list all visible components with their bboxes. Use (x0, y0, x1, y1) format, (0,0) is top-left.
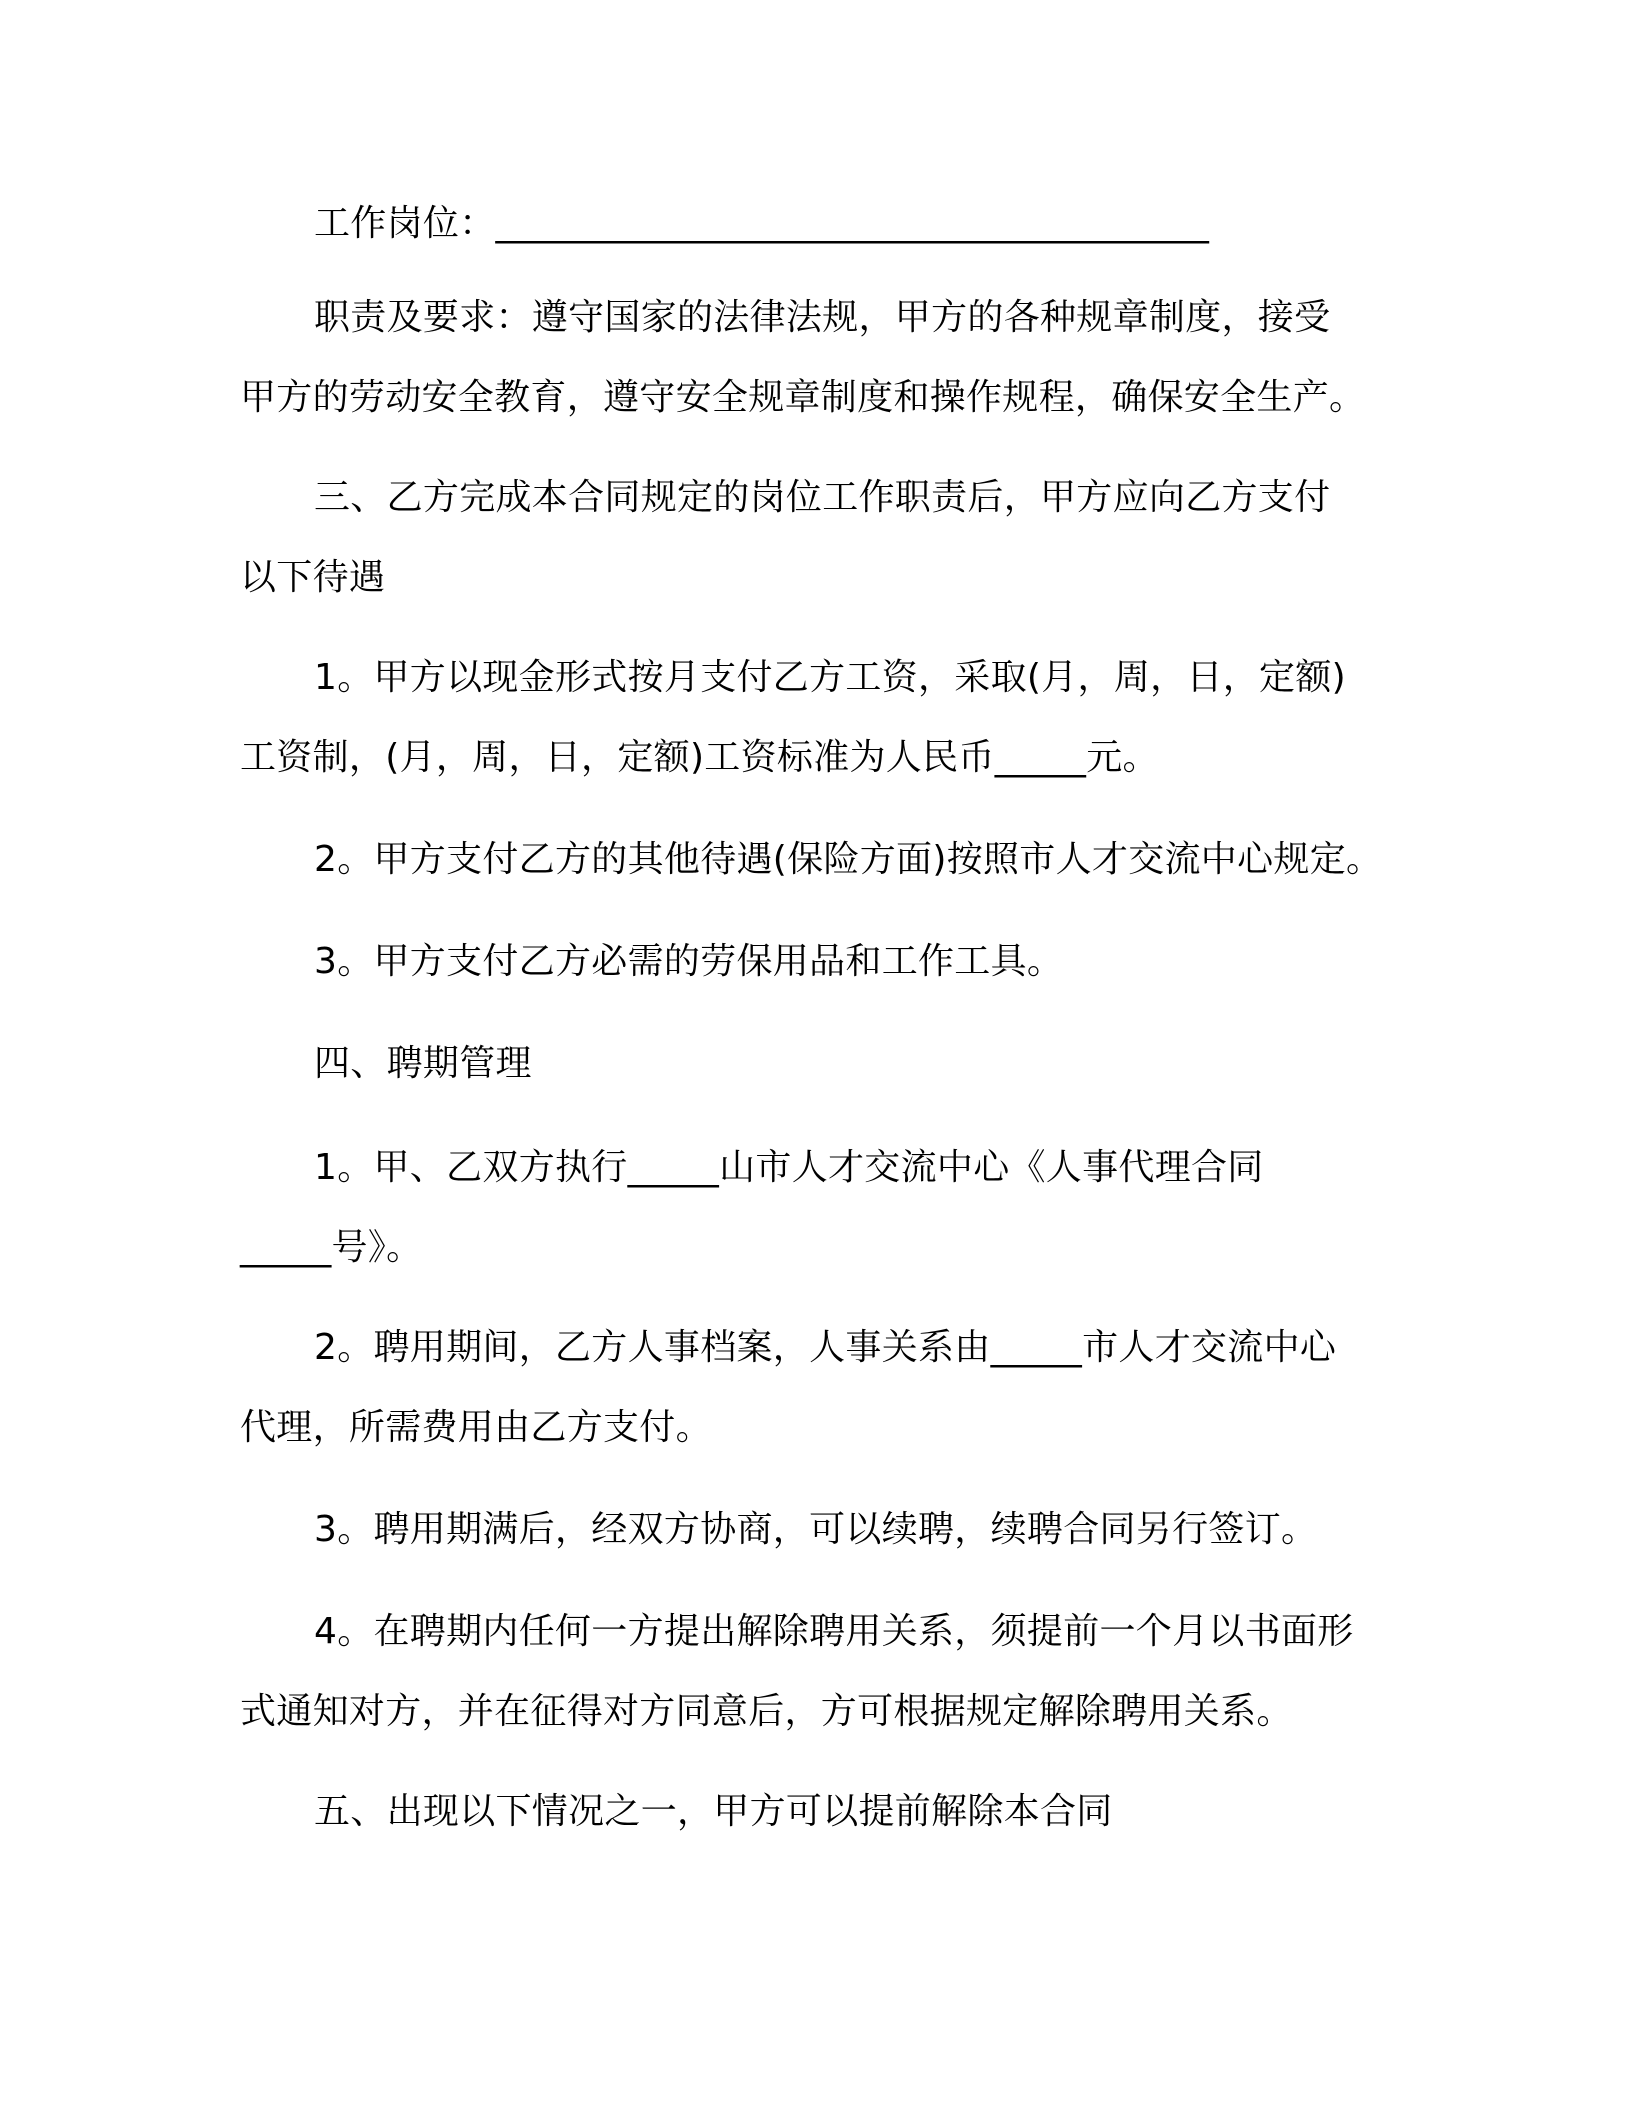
duties-line-1: 职责及要求：遵守国家的法律法规，甲方的各种规章制度，接受 (314, 297, 1331, 338)
termination-notice-line-1: 4。在聘期内任何一方提出解除聘用关系，须提前一个月以书面形 (314, 1611, 1354, 1652)
section-four-heading: 四、聘期管理 (314, 1043, 532, 1084)
termination-notice-line-2: 式通知对方，并在征得对方同意后，方可根据规定解除聘用关系。 (240, 1691, 1293, 1732)
job-position-line: 工作岗位：_______________________________________ (314, 203, 1210, 244)
renewal-clause: 3。聘用期满后，经双方协商，可以续聘，续聘合同另行签订。 (314, 1509, 1318, 1550)
duties-line-2: 甲方的劳动安全教育，遵守安全规章制度和操作规程，确保安全生产。 (240, 377, 1366, 418)
benefits-clause: 2。甲方支付乙方的其他待遇(保险方面)按照市人才交流中心规定。 (314, 839, 1383, 880)
salary-clause-line-1: 1。甲方以现金形式按月支付乙方工资，采取(月，周，日，定额) (314, 657, 1346, 698)
section-three-heading-line-1: 三、乙方完成本合同规定的岗位工作职责后，甲方应向乙方支付 (314, 477, 1331, 518)
section-three-heading-line-2: 以下待遇 (240, 557, 386, 598)
salary-clause-line-2: 工资制，(月，周，日，定额)工资标准为人民币_____元。 (240, 737, 1159, 778)
records-clause-line-2: 代理，所需费用由乙方支付。 (240, 1407, 712, 1448)
section-five-heading: 五、出现以下情况之一，甲方可以提前解除本合同 (314, 1791, 1113, 1832)
agency-clause-line-2: _____号》。 (240, 1227, 423, 1268)
records-clause-line-1: 2。聘用期间，乙方人事档案，人事关系由_____市人才交流中心 (314, 1327, 1337, 1368)
agency-clause-line-1: 1。甲、乙双方执行_____山市人才交流中心《人事代理合同 (314, 1147, 1264, 1188)
equipment-clause: 3。甲方支付乙方必需的劳保用品和工作工具。 (314, 941, 1064, 982)
